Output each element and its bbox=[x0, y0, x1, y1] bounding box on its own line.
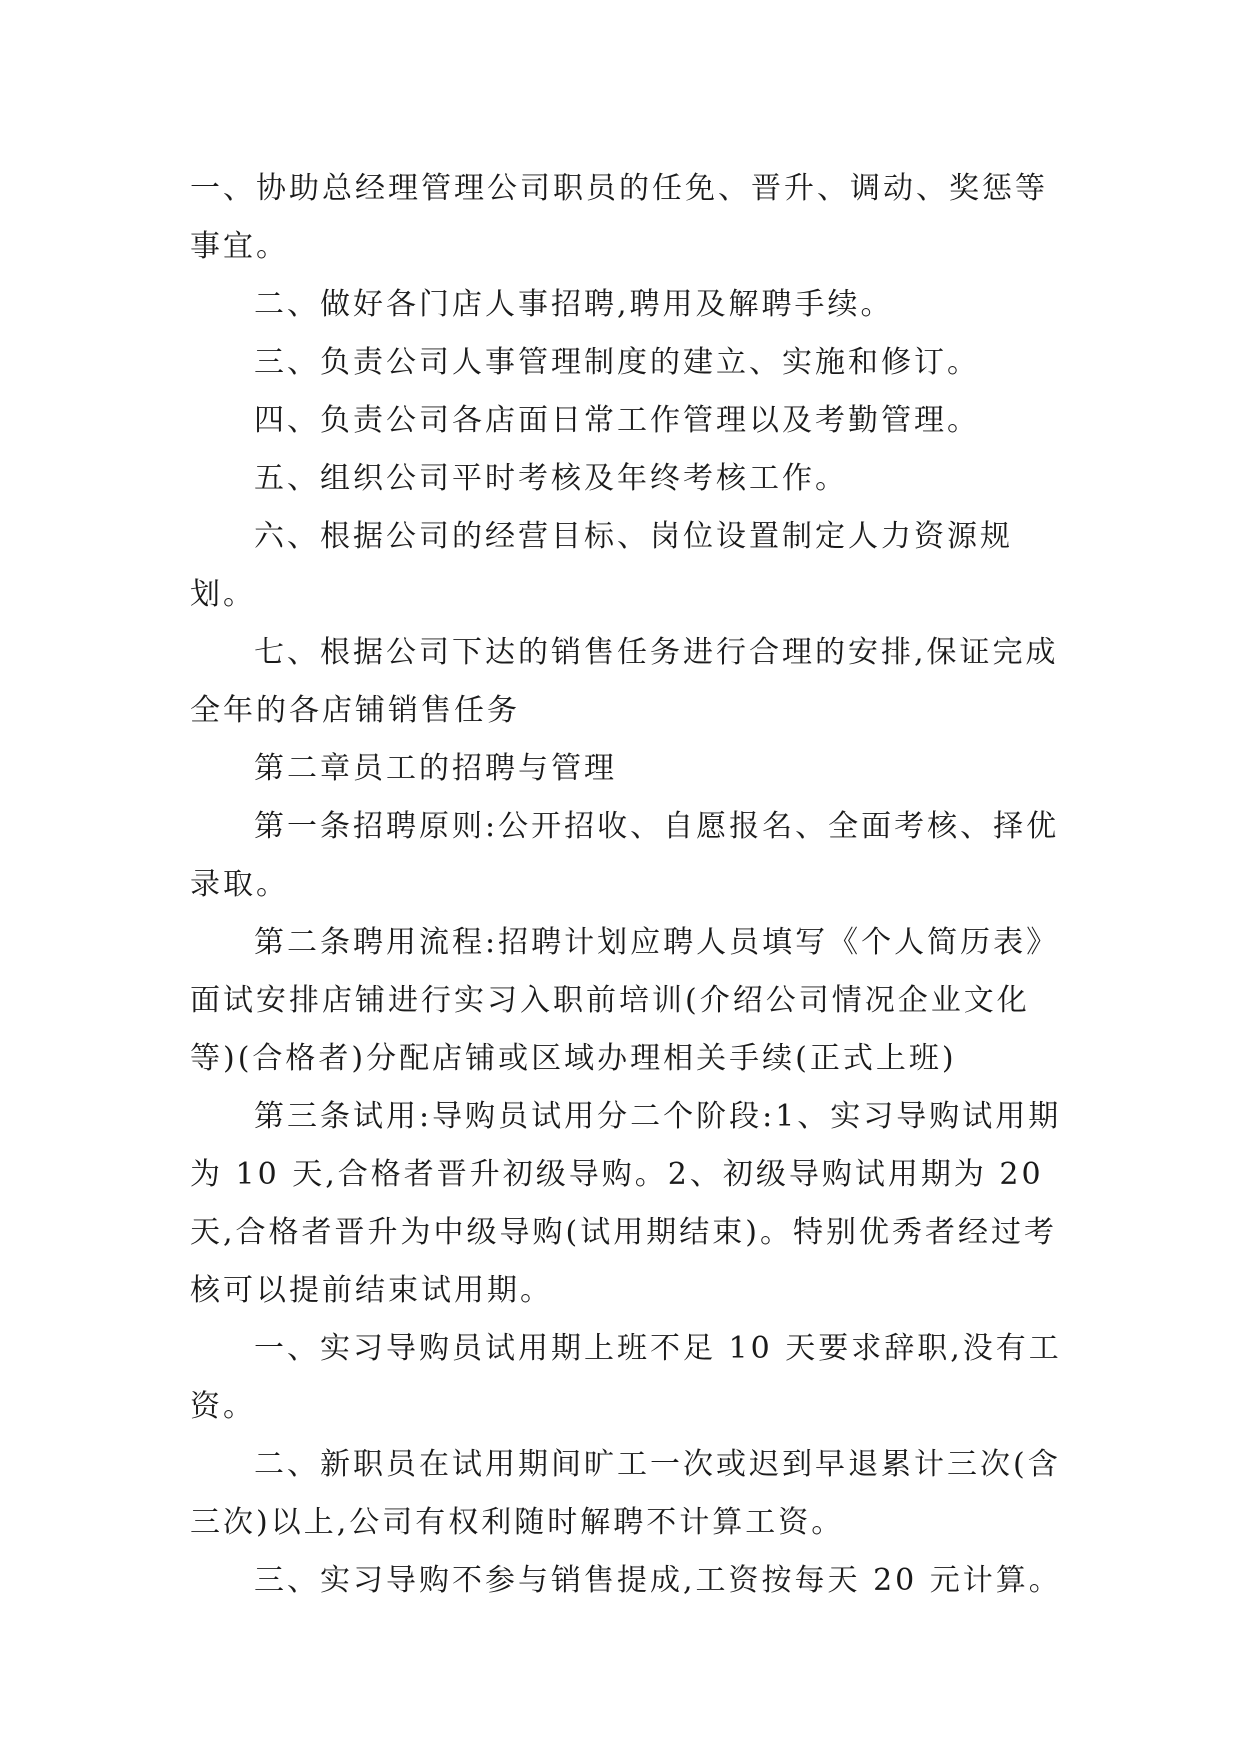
article-3-item-1: 一、实习导购员试用期上班不足 10 天要求辞职,没有工资。 bbox=[190, 1331, 1062, 1424]
paragraph-6: 六、根据公司的经营目标、岗位设置制定人力资源规划。 bbox=[190, 519, 1013, 612]
document-body bbox=[190, 160, 1070, 1610]
paragraph-3: 三、负责公司人事管理制度的建立、实施和修订。 bbox=[254, 345, 980, 380]
article-3-item-2: 二、新职员在试用期间旷工一次或迟到早退累计三次(含三次)以上,公司有权利随时解聘不计算工资。 bbox=[190, 1447, 1061, 1540]
article-3-item-3: 三、实习导购不参与销售提成,工资按每天 20 元计算。 bbox=[254, 1563, 1062, 1598]
paragraph-2: 二、做好各门店人事招聘,聘用及解聘手续。 bbox=[254, 287, 894, 322]
article-3: 第三条试用:导购员试用分二个阶段:1、实习导购试用期为 10 天,合格者晋升初级导购。2、初级导购试用期为 20 天,合格者晋升为中级导购(试用期结束)。特别优秀者经过考核可以提前结束试用期。 bbox=[190, 1099, 1062, 1308]
paragraph-1: 一、协助总经理管理公司职员的任免、晋升、调动、奖惩等事宜。 bbox=[190, 171, 1048, 264]
article-2: 第二条聘用流程:招聘计划应聘人员填写《个人简历表》面试安排店铺进行实习入职前培训(介绍公司情况企业文化等)(合格者)分配店铺或区域办理相关手续(正式上班) bbox=[190, 925, 1060, 1076]
paragraph-5: 五、组织公司平时考核及年终考核工作。 bbox=[254, 461, 848, 496]
paragraph-7: 七、根据公司下达的销售任务进行合理的安排,保证完成全年的各店铺销售任务 bbox=[190, 635, 1059, 728]
article-1: 第一条招聘原则:公开招收、自愿报名、全面考核、择优录取。 bbox=[190, 809, 1060, 902]
chapter-heading: 第二章员工的招聘与管理 bbox=[254, 751, 617, 786]
paragraph-4: 四、负责公司各店面日常工作管理以及考勤管理。 bbox=[254, 403, 980, 438]
